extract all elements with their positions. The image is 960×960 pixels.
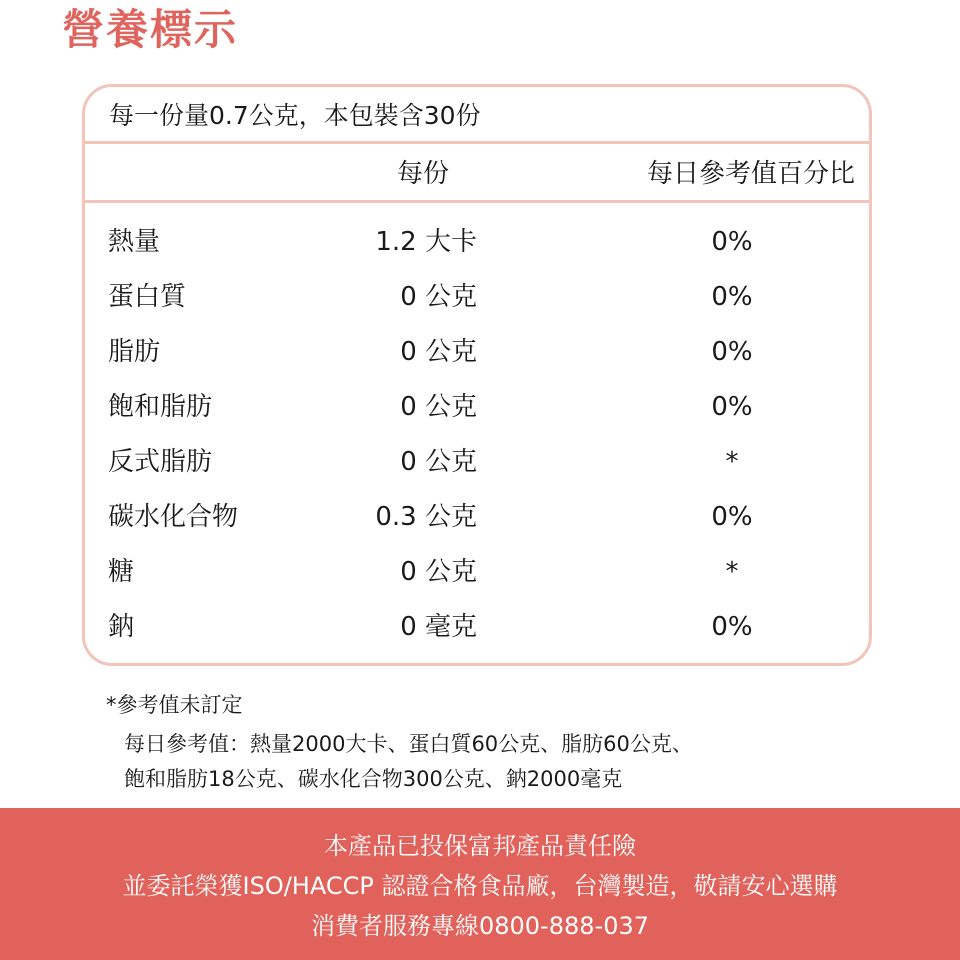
nutrient-daily-value: * (725, 447, 739, 477)
nutrient-daily-value: 0% (711, 392, 753, 422)
nutrient-name: 碳水化合物 (108, 502, 239, 532)
table-row (85, 609, 869, 664)
footnote-line: 每日參考值：熱量2000大卡、蛋白質60公克、脂肪60公克、 (124, 732, 693, 756)
nutrient-name: 飽和脂肪 (108, 392, 213, 422)
column-header-daily-value: 每日參考值百分比 (646, 159, 855, 189)
footer-banner (0, 808, 960, 960)
nutrient-amount: 0 公克 (400, 447, 477, 477)
nutrient-amount: 0 公克 (400, 282, 477, 312)
table-row (85, 554, 869, 609)
footer-insurance-text: 本產品已投保富邦產品責任險 (324, 832, 636, 860)
divider (85, 141, 869, 144)
nutrient-name: 糖 (108, 557, 135, 587)
footer-certification-text: 並委託榮獲ISO/HACCP 認證合格食品廠，台灣製造，敬請安心選購 (122, 872, 838, 900)
page-title: 營養標示 (62, 5, 239, 54)
table-row (85, 334, 869, 389)
nutrient-name: 熱量 (108, 227, 161, 257)
divider (85, 200, 869, 203)
footer-hotline-text: 消費者服務專線0800-888-037 (310, 912, 649, 940)
nutrient-name: 反式脂肪 (108, 447, 213, 477)
nutrient-daily-value: 0% (711, 612, 753, 642)
nutrient-amount: 0 公克 (400, 337, 477, 367)
nutrient-amount: 1.2 大卡 (375, 227, 477, 257)
footnote-line: 飽和脂肪18公克、碳水化合物300公克、鈉2000毫克 (124, 767, 623, 791)
table-row (85, 499, 869, 554)
nutrient-name: 鈉 (108, 612, 135, 642)
nutrient-daily-value: * (725, 557, 739, 587)
table-row (85, 444, 869, 499)
column-header-per-serving: 每份 (397, 159, 450, 189)
nutrient-name: 蛋白質 (108, 282, 187, 312)
nutrient-amount: 0 毫克 (400, 612, 477, 642)
nutrition-table (82, 84, 872, 666)
table-row (85, 279, 869, 334)
nutrient-daily-value: 0% (711, 502, 753, 532)
nutrient-amount: 0.3 公克 (375, 502, 477, 532)
nutrient-daily-value: 0% (711, 227, 753, 257)
nutrient-amount: 0 公克 (400, 557, 477, 587)
table-row (85, 389, 869, 444)
nutrient-daily-value: 0% (711, 282, 753, 312)
nutrient-rows (85, 224, 869, 664)
footnote-title: *參考值未訂定 (106, 693, 243, 717)
nutrient-name: 脂肪 (108, 337, 161, 367)
table-row (85, 224, 869, 279)
nutrient-amount: 0 公克 (400, 392, 477, 422)
serving-info: 每一份量0.7公克，本包裝含30份 (109, 101, 481, 130)
nutrient-daily-value: 0% (711, 337, 753, 367)
